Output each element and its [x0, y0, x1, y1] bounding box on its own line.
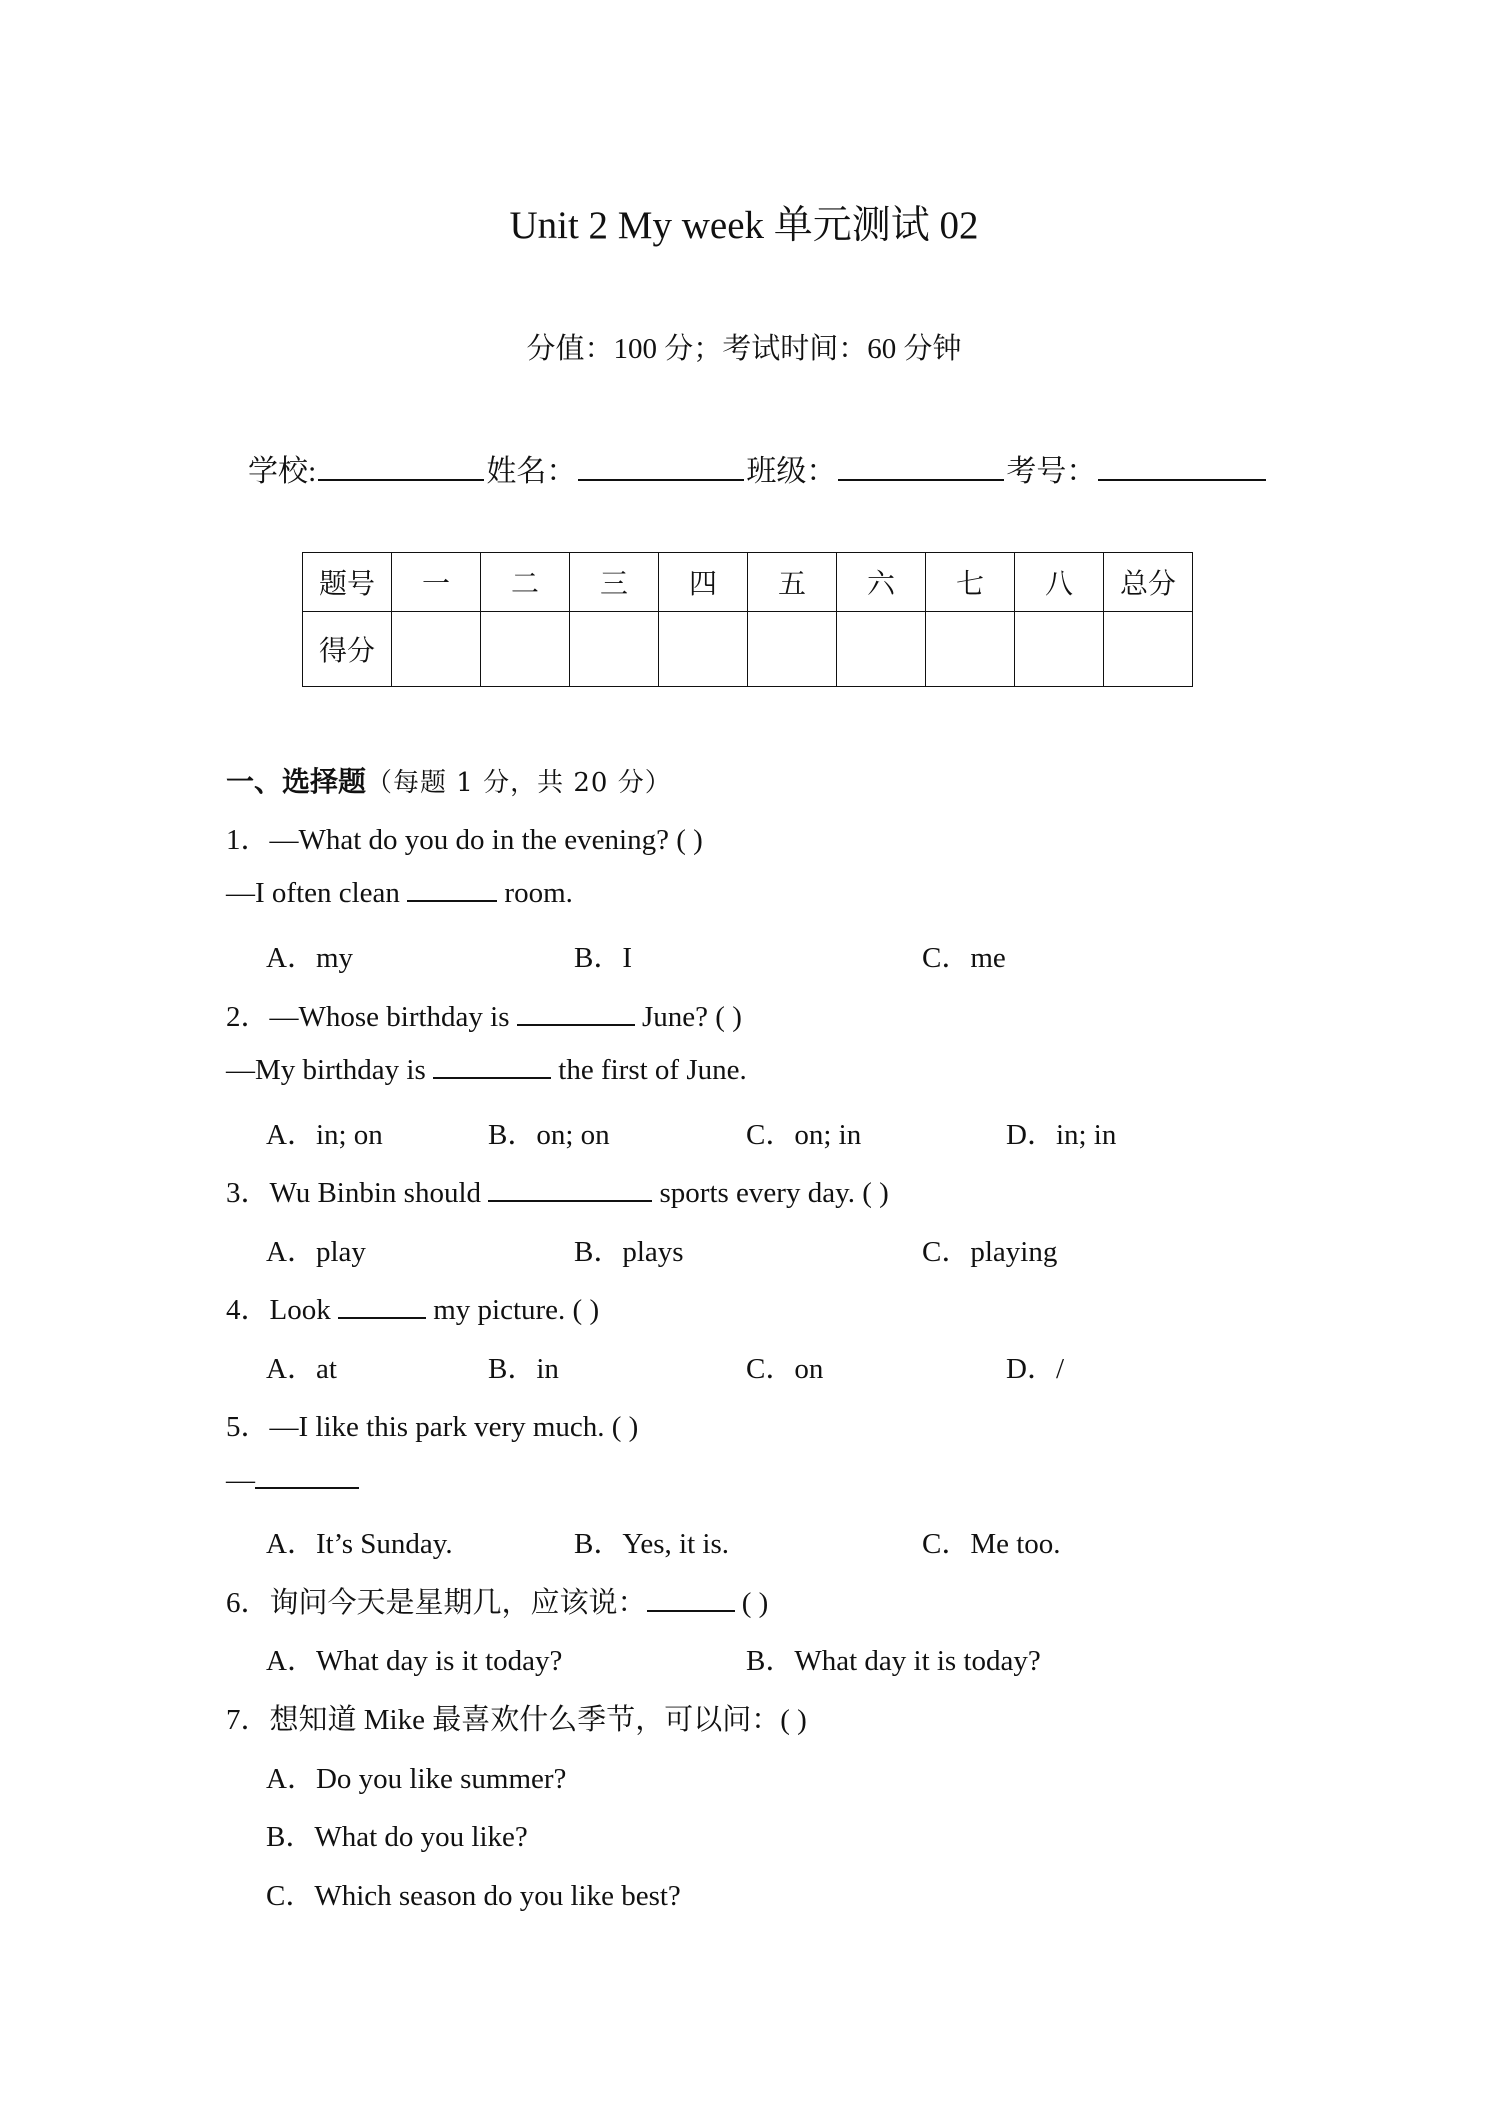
- option-b[interactable]: B．on; on: [488, 1119, 610, 1151]
- stem-text: 3．Wu Binbin should: [226, 1177, 489, 1209]
- student-info-line: [248, 446, 1268, 490]
- option-c[interactable]: C．Which season do you like best?: [266, 1880, 681, 1912]
- question-1-stem: 1．—What do you do in the evening? ( ): [226, 824, 703, 856]
- option-b[interactable]: B．What day it is today?: [746, 1645, 1041, 1677]
- answer-blank[interactable]: [433, 1053, 551, 1079]
- option-b[interactable]: B．What do you like?: [266, 1821, 528, 1853]
- option-b[interactable]: B．Yes, it is.: [574, 1528, 729, 1560]
- question-5-stem: 5．—I like this park very much. ( ): [226, 1411, 639, 1443]
- table-header-cell: 二: [481, 553, 570, 612]
- reply-text: —: [226, 1464, 255, 1496]
- stem-text: ( ): [734, 1587, 769, 1619]
- answer-blank[interactable]: [338, 1293, 426, 1319]
- table-header-cell: 七: [926, 553, 1015, 612]
- stem-text: my picture. ( ): [425, 1294, 600, 1326]
- section-title: 一、选择题: [226, 765, 367, 798]
- reply-text: the first of June.: [551, 1054, 747, 1086]
- score-cell[interactable]: [926, 612, 1015, 687]
- option-c[interactable]: C．playing: [922, 1236, 1058, 1268]
- table-header-cell: 总分: [1104, 553, 1193, 612]
- reply-text: —My birthday is: [226, 1054, 434, 1086]
- answer-blank[interactable]: [255, 1463, 359, 1489]
- question-6-stem: [226, 1580, 768, 1621]
- score-cell[interactable]: [1104, 612, 1193, 687]
- option-a[interactable]: A．in; on: [266, 1119, 383, 1151]
- option-b[interactable]: B．in: [488, 1353, 559, 1385]
- option-a[interactable]: A．at: [266, 1353, 337, 1385]
- question-2-reply: [226, 1053, 747, 1087]
- option-a[interactable]: A．It’s Sunday.: [266, 1528, 453, 1560]
- table-header-cell: 六: [837, 553, 926, 612]
- reply-text: —I often clean: [226, 877, 408, 909]
- reply-text: room.: [497, 877, 573, 909]
- option-a[interactable]: A．Do you like summer?: [266, 1763, 567, 1795]
- question-1-reply: [226, 876, 573, 910]
- option-c[interactable]: C．on: [746, 1353, 824, 1385]
- class-label: 班级：: [746, 455, 837, 488]
- option-c[interactable]: C．me: [922, 942, 1006, 974]
- option-b[interactable]: B．I: [574, 942, 633, 974]
- stem-text: 4．Look: [226, 1294, 338, 1326]
- score-time-info: 分值：100 分；考试时间：60 分钟: [526, 333, 962, 365]
- question-5-reply: [226, 1463, 359, 1497]
- option-b[interactable]: B．plays: [574, 1236, 684, 1268]
- score-cell[interactable]: [570, 612, 659, 687]
- score-cell[interactable]: [392, 612, 481, 687]
- stem-text: 6．询问今天是星期几，应该说：: [226, 1587, 647, 1619]
- answer-blank[interactable]: [517, 1000, 635, 1026]
- score-row-label: 得分: [303, 612, 392, 687]
- table-header-cell: 一: [392, 553, 481, 612]
- question-4-stem: [226, 1287, 599, 1328]
- score-cell[interactable]: [837, 612, 926, 687]
- stem-text: 2．—Whose birthday is: [226, 1001, 517, 1033]
- school-blank[interactable]: [318, 453, 484, 481]
- table-header-cell: 八: [1015, 553, 1104, 612]
- answer-blank[interactable]: [647, 1586, 735, 1612]
- answer-blank[interactable]: [488, 1176, 652, 1202]
- option-c[interactable]: C．on; in: [746, 1119, 862, 1151]
- name-label: 姓名：: [486, 455, 577, 488]
- option-c[interactable]: C．Me too.: [922, 1528, 1061, 1560]
- class-blank[interactable]: [838, 453, 1004, 481]
- school-label: 学校:: [248, 455, 317, 488]
- question-3-stem: [226, 1170, 889, 1211]
- question-2-stem: [226, 994, 742, 1035]
- page-title: Unit 2 My week 单元测试 02: [509, 204, 979, 247]
- answer-blank[interactable]: [407, 876, 497, 902]
- option-a[interactable]: A．play: [266, 1236, 366, 1268]
- option-d[interactable]: D．in; in: [1006, 1119, 1117, 1151]
- table-header-cell: 三: [570, 553, 659, 612]
- exam-no-label: 考号：: [1006, 455, 1097, 488]
- score-cell[interactable]: [659, 612, 748, 687]
- option-d[interactable]: D．/: [1006, 1353, 1065, 1385]
- section-heading: [226, 760, 672, 800]
- score-cell[interactable]: [748, 612, 837, 687]
- stem-text: June? ( ): [634, 1001, 742, 1033]
- score-cell[interactable]: [481, 612, 570, 687]
- exam-no-blank[interactable]: [1098, 453, 1266, 481]
- option-a[interactable]: A．What day is it today?: [266, 1645, 563, 1677]
- score-table-row: [303, 612, 1193, 687]
- score-table: [302, 552, 1193, 687]
- table-header-cell: 四: [659, 553, 748, 612]
- option-a[interactable]: A．my: [266, 942, 354, 974]
- stem-text: sports every day. ( ): [652, 1177, 889, 1209]
- question-7-stem: 7．想知道 Mike 最喜欢什么季节，可以问：( ): [226, 1704, 807, 1736]
- name-blank[interactable]: [578, 453, 744, 481]
- table-header-cell: 题号: [303, 553, 392, 612]
- score-table-header-row: [303, 553, 1193, 612]
- score-cell[interactable]: [1015, 612, 1104, 687]
- table-header-cell: 五: [748, 553, 837, 612]
- section-note: （每题 1 分，共 20 分）: [366, 768, 672, 798]
